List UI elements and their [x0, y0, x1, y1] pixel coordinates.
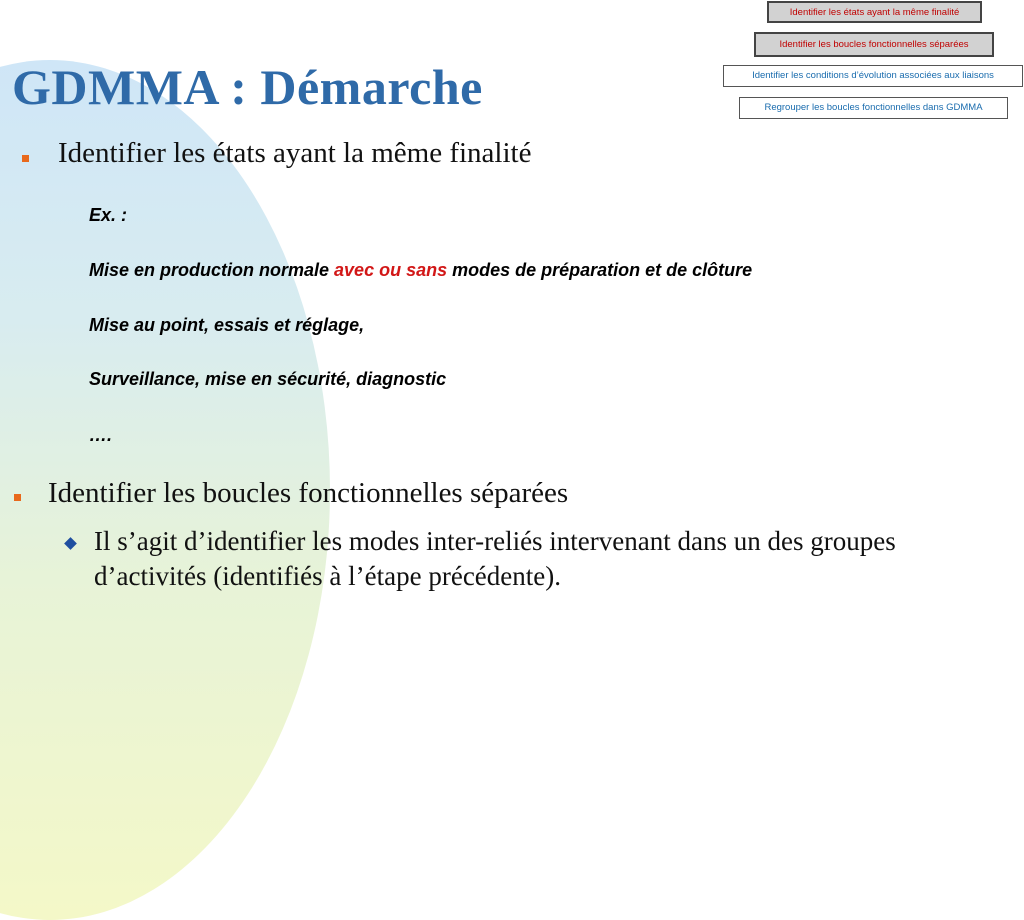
nav-step-3[interactable]: Identifier les conditions d’évolution associées aux liaisons — [723, 65, 1023, 87]
square-bullet-icon — [22, 155, 29, 162]
nav-step-2[interactable]: Identifier les boucles fonctionnelles séparées — [754, 32, 994, 57]
example-line-3: Surveillance, mise en sécurité, diagnostic — [89, 369, 447, 389]
example-line-4: …. — [89, 425, 113, 445]
example-line-1-end: modes de préparation et de clôture — [447, 260, 753, 280]
example-line-1-start: Mise en production normale — [89, 260, 335, 280]
nav-step-1[interactable]: Identifier les états ayant la même finalité — [767, 1, 982, 23]
sub-bullet-text: Il s’agit d’identifier les modes inter-reliés intervenant dans un des groupes d’activités (identifiés à l’étape précédente). — [94, 526, 896, 591]
bullet-2-text: Identifier les boucles fonctionnelles séparées — [48, 477, 569, 509]
example-line-1-highlight: avec ou sans — [334, 260, 448, 280]
bullet-1-text: Identifier les états ayant la même finalité — [58, 137, 532, 169]
example-line-1 — [89, 260, 752, 281]
slide-title: GDMMA : Démarche — [12, 59, 483, 115]
example-heading: Ex. : — [89, 205, 128, 225]
example-line-2: Mise au point, essais et réglage, — [89, 315, 365, 335]
nav-step-4[interactable]: Regrouper les boucles fonctionnelles dans GDMMA — [739, 97, 1008, 119]
square-bullet-icon — [14, 494, 21, 501]
